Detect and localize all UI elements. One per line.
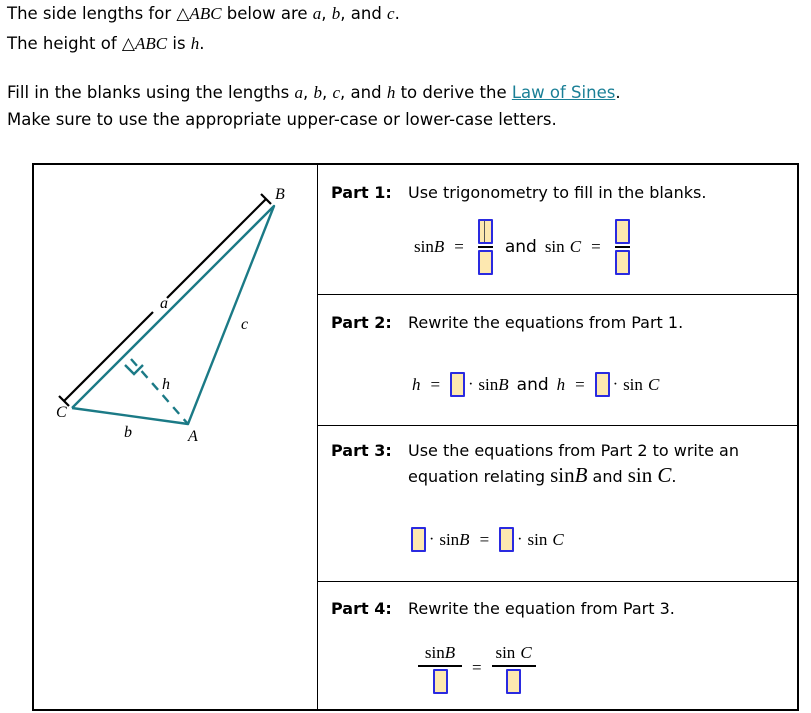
intro-line-3	[7, 83, 621, 103]
var-h: h	[412, 374, 421, 394]
intro-line-4: Make sure to use the appropriate upper-case or lower-case letters.	[7, 110, 557, 129]
row-divider	[318, 294, 797, 295]
part-4-equation	[414, 643, 540, 694]
blank-h-sinB[interactable]	[450, 372, 465, 397]
text: , and	[340, 4, 388, 23]
fraction-bar	[418, 665, 462, 667]
label-B: B	[275, 186, 285, 203]
law-of-sines-link[interactable]: Law of Sines	[511, 83, 616, 102]
triangle-abc: △ABC	[176, 4, 222, 23]
sin-fn: sin	[424, 643, 445, 662]
var-a: a	[294, 83, 303, 102]
sin-fn: sin	[439, 529, 460, 549]
blank-coef-sinB[interactable]	[411, 527, 426, 552]
blank-sinC-denominator[interactable]	[615, 250, 630, 275]
var-h: h	[386, 83, 396, 102]
text: The height of	[7, 34, 122, 53]
label-a: a	[160, 295, 168, 312]
fraction-sinB	[418, 643, 462, 694]
fraction-bar	[478, 246, 493, 248]
part-1-instruction: Use trigonometry to fill in the blanks.	[408, 183, 707, 202]
text: ,	[322, 83, 333, 102]
sin-fn: sin	[623, 374, 643, 394]
part-4-header	[331, 599, 675, 618]
equals-sign: =	[454, 236, 464, 256]
text: Fill in the blanks using the lengths	[7, 83, 295, 102]
dot: ·	[517, 530, 523, 548]
part-1-header	[331, 183, 706, 202]
angle-B: B	[444, 643, 456, 662]
sin-fn: sin	[544, 236, 565, 256]
part-3-label: Part 3:	[331, 441, 392, 460]
part-4-instruction: Rewrite the equation from Part 3.	[408, 599, 675, 618]
fraction	[615, 219, 630, 275]
dot: ·	[429, 530, 435, 548]
text: and	[587, 467, 628, 486]
equals-sign: =	[591, 236, 601, 256]
angle-B: B	[433, 236, 445, 256]
label-c: c	[241, 316, 249, 333]
text: to derive the	[395, 83, 512, 102]
intro-line-1	[7, 4, 400, 24]
problem-table	[32, 163, 799, 711]
fraction	[478, 219, 493, 275]
sin-fn: sin	[550, 463, 575, 487]
sin-fn: sin	[478, 374, 499, 394]
label-A: A	[188, 428, 198, 445]
text: .	[671, 467, 677, 486]
part-1-equation	[414, 219, 634, 275]
text: .	[615, 83, 621, 102]
part-3-instruction: Use the equations from Part 2 to write an	[408, 441, 739, 460]
label-h: h	[162, 376, 170, 393]
blank-h-sinC[interactable]	[595, 372, 610, 397]
part-4-label: Part 4:	[331, 599, 392, 618]
blank-sinB-numerator[interactable]	[478, 219, 493, 244]
text: ,	[321, 4, 332, 23]
text: .	[199, 34, 205, 53]
var-a: a	[312, 4, 322, 23]
sin-fn: sin	[495, 643, 516, 662]
text: is	[167, 34, 191, 53]
part-2-header	[331, 313, 683, 332]
angle-C: C	[520, 643, 532, 662]
var-h: h	[190, 34, 200, 53]
equals-sign: =	[575, 374, 585, 394]
numerator	[425, 643, 455, 663]
angle-B: B	[498, 374, 509, 394]
row-divider	[318, 581, 797, 582]
var-b: b	[331, 4, 341, 23]
sin-fn: sin	[414, 236, 434, 256]
sin-fn: sin	[527, 529, 548, 549]
blank-denominator-sinB[interactable]	[433, 669, 448, 694]
triangle-abc-shape	[72, 206, 274, 424]
text: .	[394, 4, 400, 23]
angle-B: B	[574, 463, 588, 487]
triangle-diagram	[32, 163, 318, 711]
equals-sign: =	[472, 658, 482, 678]
angle-C: C	[648, 374, 660, 394]
intro-line-2	[7, 34, 205, 54]
sin-fn: sin	[627, 463, 653, 487]
var-b: b	[313, 83, 322, 102]
part-2-label: Part 2:	[331, 313, 392, 332]
text: below are	[221, 4, 313, 23]
equals-sign: =	[479, 529, 490, 549]
part-3-equation	[411, 527, 564, 552]
dot: ·	[612, 375, 619, 393]
part-2-instruction: Rewrite the equations from Part 1.	[408, 313, 684, 332]
blank-coef-sinC[interactable]	[499, 527, 514, 552]
angle-B: B	[459, 529, 470, 549]
blank-denominator-sinC[interactable]	[506, 669, 521, 694]
dot: ·	[468, 375, 474, 393]
var-c: c	[387, 4, 395, 23]
fraction-sinC	[492, 643, 536, 694]
angle-C: C	[657, 463, 672, 487]
and-text: and	[516, 374, 549, 395]
blank-sinB-denominator[interactable]	[478, 250, 493, 275]
text: The side lengths for	[7, 4, 177, 23]
label-C: C	[56, 404, 67, 421]
equals-sign: =	[430, 374, 441, 394]
angle-C: C	[569, 236, 582, 256]
part-1-label: Part 1:	[331, 183, 392, 202]
var-h: h	[556, 374, 566, 394]
and-text: and	[504, 236, 537, 257]
part-3-instruction-line-2	[408, 463, 676, 488]
text: ,	[303, 83, 314, 102]
angle-C: C	[552, 529, 564, 549]
numerator	[495, 643, 531, 663]
text: , and	[340, 83, 387, 102]
var-c: c	[332, 83, 341, 102]
blank-sinC-numerator[interactable]	[615, 219, 630, 244]
part-2-equation	[412, 372, 659, 397]
label-b: b	[124, 424, 132, 441]
text: equation relating	[408, 467, 551, 486]
row-divider	[318, 425, 797, 426]
triangle-abc: △ABC	[121, 34, 168, 53]
fraction-bar	[615, 246, 630, 248]
fraction-bar	[492, 665, 536, 667]
part-3-header	[331, 441, 739, 460]
